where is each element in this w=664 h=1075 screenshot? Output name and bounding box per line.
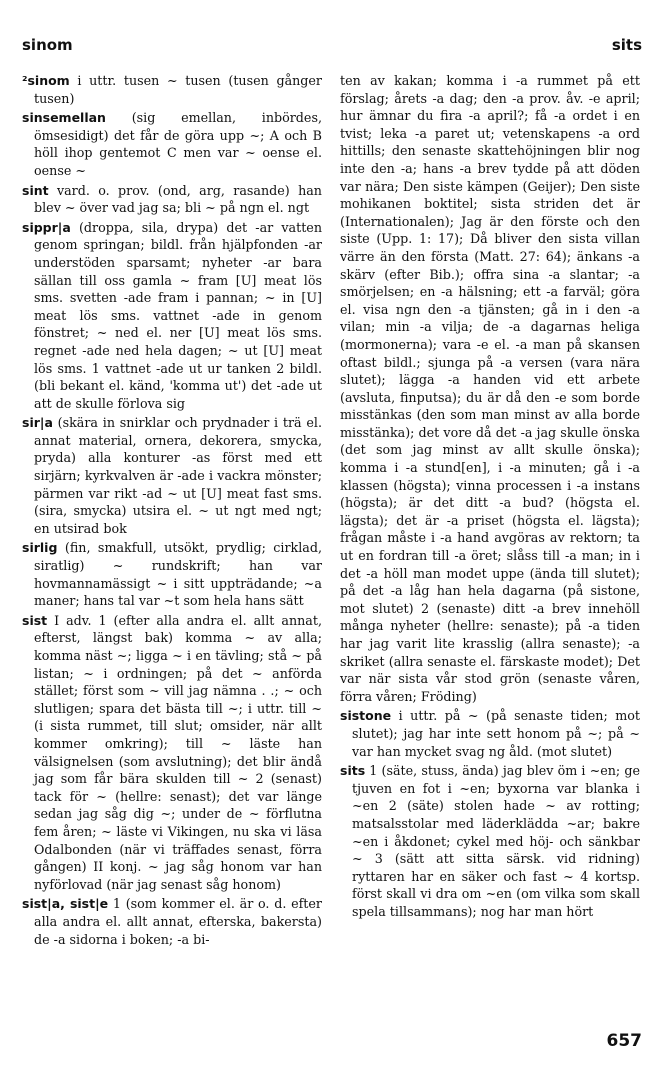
definition: i uttr. tusen ~ tusen (tusen gånger tusen) [34, 73, 322, 106]
definition: 1 (som kommer el. är o. d. efter alla andra el. allt annat, efterska, bakersta) de -a sidorna i boken; -a bi- [34, 896, 322, 947]
entry [22, 182, 322, 217]
headword: sint [22, 182, 49, 198]
definition: (sig emellan, inbördes, ömsesidigt) det får de göra upp ~; A och B höll ihop gentemot C men var ~ oense el. oense ~ [34, 110, 322, 178]
definition: i uttr. på ~ (på senaste tiden; mot slutet); jag har inte sett honom på ~; på ~ var han mycket svag ng åld. (mot slutet) [352, 708, 640, 759]
header-last-word: sits [611, 36, 642, 54]
page-number: 657 [606, 1031, 642, 1051]
headword: sits [340, 763, 366, 779]
header-first-word: sinom [22, 36, 73, 54]
definition: (fin, smakfull, utsökt, prydlig; cirklad, siratlig) ~ rundskrift; han var hovmannamässigt ~ i sitt uppträdande; ~a maner; hans tal var ~t som hela hans sätt [34, 540, 322, 609]
entry [22, 219, 322, 413]
entry [340, 707, 640, 760]
headword: sinsemellan [22, 110, 106, 126]
definition: (droppa, sila, drypa) det -ar vatten genom springan; bildl. från hjälpfonden -ar understöden sparsamt; nyheter -ar bara sällan till oss gamla ~ fram [U] meat lös sms. svetten -ade fram i pannan; ~ in [U] meat lös sms. vattnet -ade in genom fönstret; ~ ned el. ner [U] meat lös sms. regnet -ade ned hela dagen; ~ ut [U] meat lös sms. 1 vattnet -ade ut ur tanken 2 bildl. (bli bekant el. känd, 'komma ut') det -ade ut att de skulle förlova sig [34, 219, 322, 411]
definition: (skära in snirklar och prydnader i trä el. annat material, ornera, dekorera, smycka, pryda) alla konturer -as först med ett sirjärn; kyrkvalven är -ade i vackra mönster; pärmen var rikt -ad ~ ut [U] meat fast sms. (sira, smycka) utsira el. ~ ut ngt med ngt; en utsirad bok [34, 415, 322, 536]
entry [22, 612, 322, 894]
entry [22, 109, 322, 179]
running-header [22, 36, 642, 58]
right-column [340, 72, 640, 923]
headword: ²sinom [22, 73, 70, 88]
headword: sir|a [22, 415, 53, 431]
entry [22, 72, 322, 107]
entry [22, 895, 322, 948]
headword: sippr|a [22, 219, 71, 235]
entry [340, 762, 640, 920]
definition: 1 (säte, stuss, ända) jag blev öm i ~en; ge tjuven en fot i ~en; byxorna var blanka i ~en 2 (säte) stolen hade ~ av rotting; matsalsstolar med läderklädda ~ar; bakre ~en i åkdonet; cykel med höj- och sänkbar ~ 3 (sätt att sitta särsk. vid ridning) ryttaren har en säker och fast ~ 4 kortsp. först skall vi dra om ~en (om vilka som skall spela tillsammans); nog har man hört [352, 763, 640, 919]
headword: sirlig [22, 540, 58, 556]
definition: ten av kakan; komma i -a rummet på ett förslag; årets -a dag; den -a prov. åv. -e april; hur ämnar du fira -a april?; få -a ordet i en tvist; leka -a paret ut; vetenskapens -a ord hittills; den senaste skattehöjningen blir nog inte den -a; hans -a brev tydde på att döden var nära; Den siste kämpen (Geijer); Den siste mohikanen boktitel; sista striden det är (Internationalen); Jag är den förste och den siste (Upp. 1: 17); Då bliver den sista villan värre än den första (Matt. 27: 64); änkans -a skärv (efter Bib.); offra sina -a slantar; -a smörjelsen; en -a hälsning; ett -a farväl; göra el. visa ngn den -a tjänsten; gå in i den -a vilan; min -a vilja; de -a dagarnas heliga (mormonerna); vara -e el. -a man på skansen oftast bildl.; sjunga på -a versen (vara nära slutet); lägga -a handen vid ett arbete (avsluta, finputsa); du är då den -e som borde misstänkas (den som man minst av alla borde misstänka); det vore då det -a jag skulle önska (det som jag minst av allt skulle önska); komma i -a stund[en], i -a minuten; gå i -a klassen (högsta); vinna processen i -a instans (högsta); är det ditt -a bud? (högsta el. lägsta); det är -a priset (högsta el. lägsta); frågan måste i -a hand avgöras av rektorn; ta ut en fordran till -a öret; slåss till -a man; in i det -a höll man modet uppe (ända till slutet); på det -a låg han hela dagarna (på sistone, mot slutet) 2 (senaste) ditt -a brev innehöll många nyheter (hellre: senaste); på -a tiden har jag varit lite krasslig (allra senaste); -a skriket (allra senaste el. färskaste modet); Det var när sista vår stod grön (senaste våren, förra våren; Fröding) [340, 73, 640, 704]
definition: vard. o. prov. (ond, arg, rasande) han blev ~ över vad jag sa; bli ~ på ngn el. ngt [34, 182, 322, 216]
headword: sist [22, 612, 48, 628]
left-column [22, 72, 322, 950]
headword: sist|a, sist|e [22, 896, 109, 912]
entry [22, 539, 322, 609]
headword: sistone [340, 708, 392, 724]
entry-continuation [340, 72, 640, 705]
entry [22, 414, 322, 537]
definition: I adv. 1 (efter alla andra el. allt annat, efterst, längst bak) komma ~ av alla; komma näst ~; ligga ~ i en tävling; stå ~ på listan; ~ i ordningen; på det ~ anförda stället; först som ~ vill jag nämna . .; ~ och slutligen; spara det bästa till ~; i uttr. till ~ (i sista rummet, till slut; omsider, när allt kommer omkring); till ~ läste han välsignelsen (som avslutning); det blir ändå jag som får bära skulden till ~ 2 (senast) tack för ~ (hellre: senast); det var länge sedan jag såg dig ~; under de ~ förflutna fem åren; ~ läste vi Vikingen, nu ska vi läsa Odalbonden (när vi träffades senast, förra gången) II konj. ~ jag såg honom var han nyförlovad (när jag senast såg honom) [34, 612, 322, 892]
